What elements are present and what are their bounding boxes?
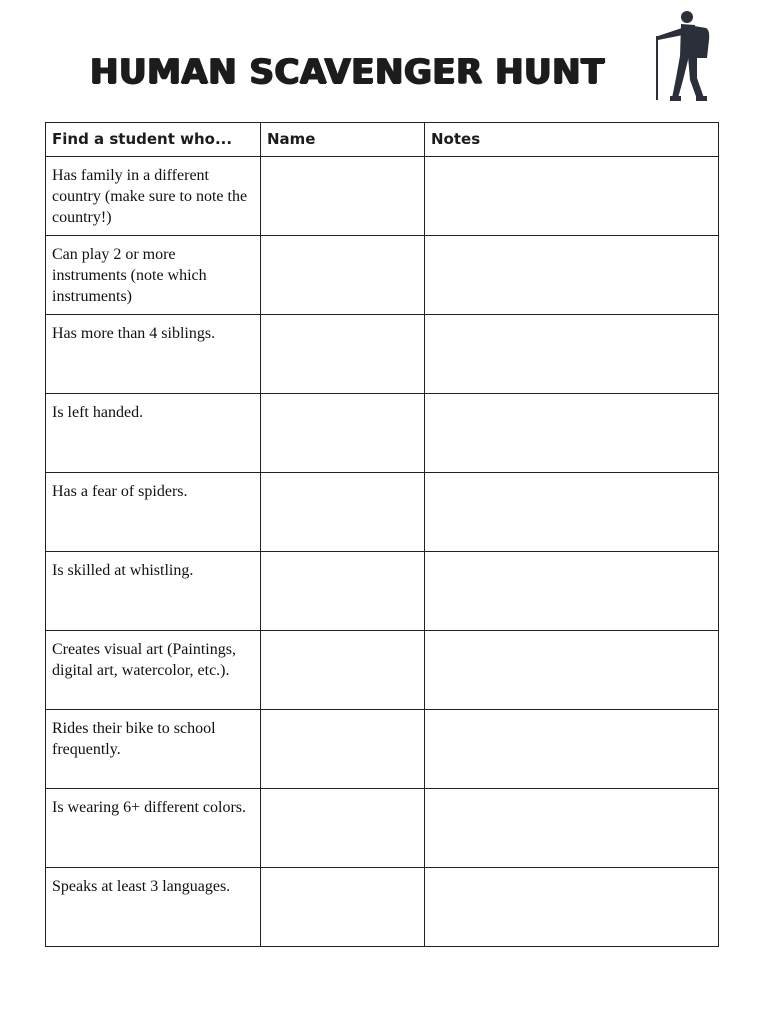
- prompt-cell: Speaks at least 3 languages.: [46, 868, 261, 947]
- table-row: [46, 236, 719, 315]
- notes-cell[interactable]: [425, 631, 719, 710]
- prompt-cell: Can play 2 or more instruments (note which instruments): [46, 236, 261, 315]
- table-row: [46, 868, 719, 947]
- name-cell[interactable]: [261, 552, 425, 631]
- notes-cell[interactable]: [425, 473, 719, 552]
- table-row: [46, 710, 719, 789]
- prompt-cell: Has a fear of spiders.: [46, 473, 261, 552]
- prompt-cell: Has more than 4 siblings.: [46, 315, 261, 394]
- hiker-silhouette-icon: [650, 8, 714, 104]
- table-row: [46, 631, 719, 710]
- name-cell[interactable]: [261, 236, 425, 315]
- column-header-notes: Notes: [425, 123, 719, 157]
- notes-cell[interactable]: [425, 552, 719, 631]
- notes-cell[interactable]: [425, 157, 719, 236]
- table-row: [46, 157, 719, 236]
- table-row: [46, 552, 719, 631]
- prompt-cell: Has family in a different country (make sure to note the country!): [46, 157, 261, 236]
- prompt-cell: Is wearing 6+ different colors.: [46, 789, 261, 868]
- name-cell[interactable]: [261, 868, 425, 947]
- scavenger-hunt-table: [45, 122, 719, 947]
- name-cell[interactable]: [261, 473, 425, 552]
- notes-cell[interactable]: [425, 394, 719, 473]
- notes-cell[interactable]: [425, 789, 719, 868]
- table-row: [46, 315, 719, 394]
- name-cell[interactable]: [261, 157, 425, 236]
- notes-cell[interactable]: [425, 236, 719, 315]
- name-cell[interactable]: [261, 789, 425, 868]
- notes-cell[interactable]: [425, 868, 719, 947]
- notes-cell[interactable]: [425, 710, 719, 789]
- table-row: [46, 789, 719, 868]
- table-header-row: [46, 123, 719, 157]
- name-cell[interactable]: [261, 315, 425, 394]
- table-row: [46, 473, 719, 552]
- prompt-cell: Rides their bike to school frequently.: [46, 710, 261, 789]
- name-cell[interactable]: [261, 631, 425, 710]
- name-cell[interactable]: [261, 394, 425, 473]
- column-header-name: Name: [261, 123, 425, 157]
- column-header-find: Find a student who...: [46, 123, 261, 157]
- prompt-cell: Creates visual art (Paintings, digital art, watercolor, etc.).: [46, 631, 261, 710]
- name-cell[interactable]: [261, 710, 425, 789]
- prompt-cell: Is left handed.: [46, 394, 261, 473]
- page-title: HUMAN SCAVENGER HUNT: [90, 52, 605, 92]
- prompt-cell: Is skilled at whistling.: [46, 552, 261, 631]
- table-row: [46, 394, 719, 473]
- notes-cell[interactable]: [425, 315, 719, 394]
